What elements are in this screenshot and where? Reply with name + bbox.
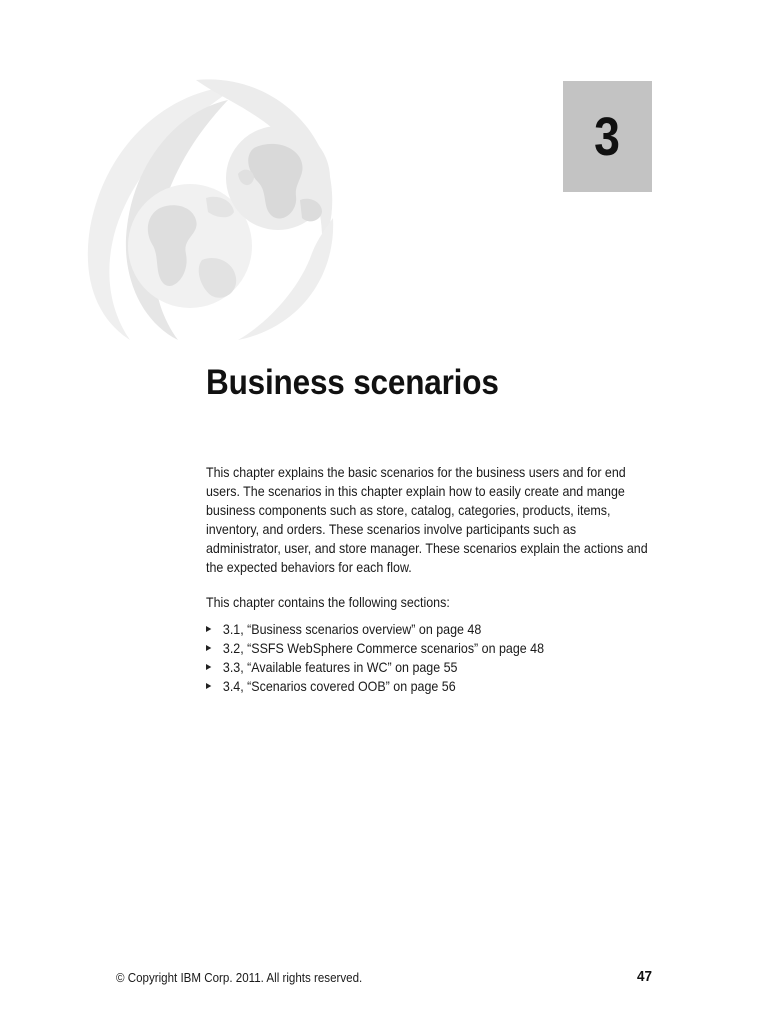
intro-paragraph — [206, 463, 651, 577]
footer-copyright: © Copyright IBM Corp. 2011. All rights reserved. — [116, 970, 363, 985]
globe-logo-icon — [78, 78, 340, 343]
triangle-bullet-icon — [206, 664, 211, 670]
section-list-item[interactable] — [206, 677, 544, 696]
triangle-bullet-icon — [206, 683, 211, 689]
intro-line: business components such as store, catalog, categories, products, items, — [206, 502, 611, 518]
section-list-item[interactable] — [206, 639, 544, 658]
section-list-item[interactable] — [206, 658, 544, 677]
chapter-number: 3 — [594, 106, 621, 167]
section-list — [206, 620, 544, 696]
section-link[interactable]: 3.1, “Business scenarios overview” on page 48 — [222, 621, 482, 637]
chapter-number-box — [563, 81, 652, 192]
intro-line: the expected behaviors for each flow. — [206, 559, 412, 575]
triangle-bullet-icon — [206, 626, 211, 632]
intro-line: users. The scenarios in this chapter explain how to easily create and mange — [206, 483, 625, 499]
sections-lead: This chapter contains the following sections: — [206, 594, 450, 610]
triangle-bullet-icon — [206, 645, 211, 651]
section-list-item[interactable] — [206, 620, 544, 639]
section-link[interactable]: 3.2, “SSFS WebSphere Commerce scenarios” on page 48 — [222, 640, 545, 656]
intro-line: administrator, user, and store manager. These scenarios explain the actions and — [206, 540, 648, 556]
page-number: 47 — [636, 968, 652, 985]
chapter-title: Business scenarios — [206, 363, 499, 402]
intro-line: inventory, and orders. These scenarios involve participants such as — [206, 521, 577, 537]
intro-line: This chapter explains the basic scenarios for the business users and for end — [206, 464, 626, 480]
section-link[interactable]: 3.4, “Scenarios covered OOB” on page 56 — [222, 678, 456, 694]
section-link[interactable]: 3.3, “Available features in WC” on page 55 — [222, 659, 458, 675]
